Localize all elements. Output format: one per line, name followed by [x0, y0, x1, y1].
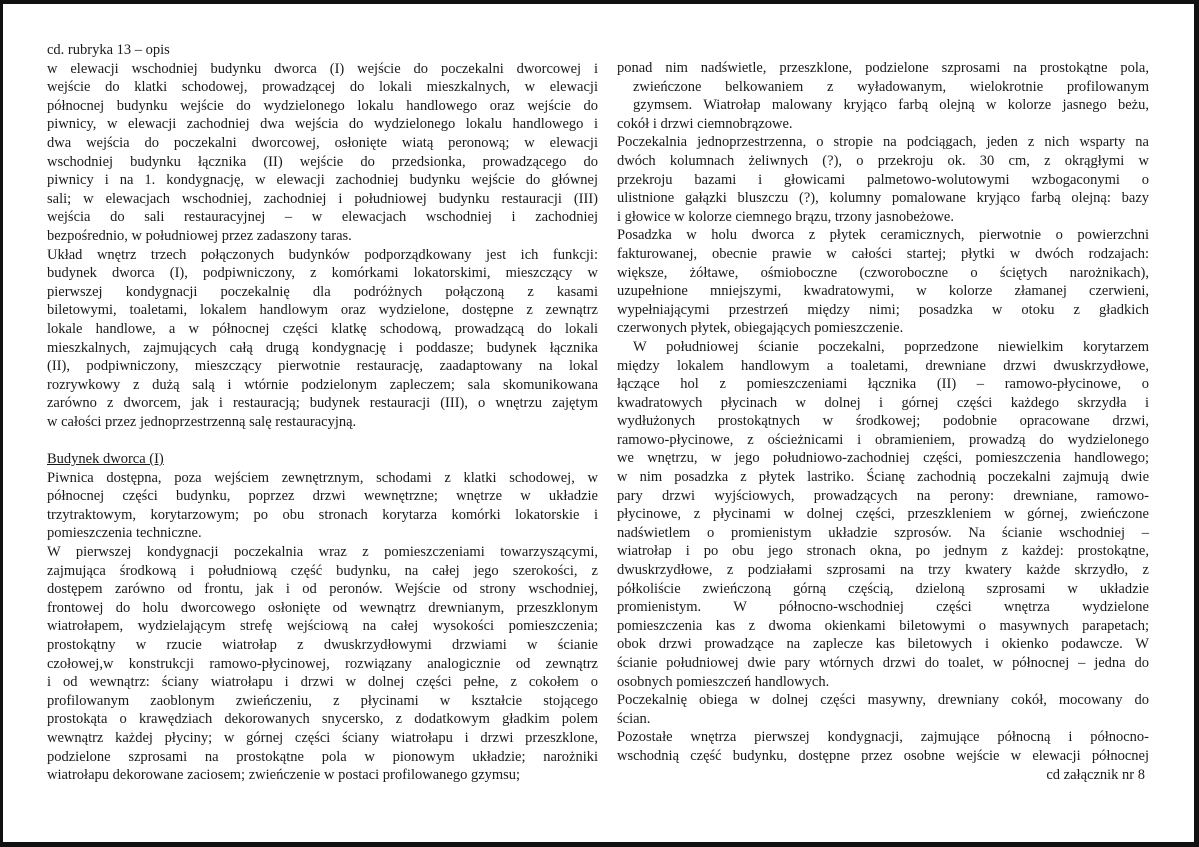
text-line: prostokąta o krawędziach dekorowanych snycersko, z dodatkowym gładkim polem	[47, 711, 598, 728]
text-line: i od wewnątrz: ściany wiatrołapu i drzwi w dolnej części pełne, z cokołem o	[47, 674, 598, 691]
text-line: zajmująca środkową i południową część budynku, na całej jego szerokości, z	[47, 562, 598, 579]
text-line: Posadzka w holu dworca z płytek ceramicznych, pierwotnie o powierzchni	[617, 227, 1149, 244]
paragraph-other-interiors	[617, 728, 1149, 765]
text-line: mieszkalnych, zajmujących całą drugą kondygnację i poddasze; budynek łącznika	[47, 339, 598, 356]
text-line: trzytraktowym, korytarzowym; po obu stronach korytarza komórki lokatorskie i	[47, 506, 598, 523]
text-line: pierwszej kondygnacji poczekalnię dla podróżnych połączoną z kasami	[47, 283, 598, 300]
text-line: północnej budynku wejście do wydzielonego lokalu handlowego oraz wejście do	[47, 97, 598, 114]
text-line: wschodnią część budynku, dostępne przez osobne wejście w elewacji północnej	[617, 747, 1149, 764]
text-line: wiatrołap i po obu jego stronach okna, po jednym z każdej: prostokątne,	[617, 543, 1149, 560]
text-line: ścianie południowej dwie pary wtórnych drzwi do toalet, w północnej – jedna do	[617, 655, 1149, 671]
text-line: pomieszczenia kas z dwoma okienkami biletowymi o masywnych parapetach;	[617, 617, 1149, 634]
text-line: pary drzwi wyjściowych, prowadzących na perony: drewniane, ramowo-	[617, 487, 1149, 504]
text-line: piwnicy i na 1. kondygnację, w elewacji zachodniej budynku wejście do głównej	[47, 172, 598, 189]
paragraph-waiting-room	[617, 133, 1149, 226]
text-line: biletowymi, toaletami, lokalem handlowym oraz wydzielone, dostępne z zewnątrz	[47, 302, 598, 319]
text-line: sali; w elewacjach wschodniej, zachodniej i południowej budynku restauracji (III)	[47, 190, 598, 207]
left-column	[47, 41, 598, 785]
text-line: osobnych pomieszczeń handlowych.	[617, 673, 830, 690]
text-line: ścian.	[617, 710, 651, 727]
text-line: między lokalem handlowym a toaletami, drewniane drzwi dwuskrzydłowe,	[617, 357, 1149, 374]
text-line: profilowanym zaoblonym zwieńczeniu, z płycinami w kształcie stojącego	[47, 692, 598, 709]
text-line: łączące hol z pomieszczeniami łącznika (II) – ramowo-płycinowe, o	[617, 376, 1149, 393]
text-line: uzupełnione mniejszymi, kwadratowymi, w kolorze złamanej czerwieni,	[617, 283, 1149, 300]
text-line: Piwnica dostępna, poza wejściem zewnętrznym, schodami z klatki schodowej, w	[47, 469, 598, 486]
text-line: promienistym. W północno-wschodniej części wnętrza wydzielone	[617, 599, 1149, 616]
right-column	[617, 59, 1149, 784]
text-line: rozrywkowy z dużą salą i wtórnie podzielonym zapleczem; sala skomunikowana	[47, 376, 598, 393]
text-line: wejścia do sali restauracyjnej – w elewacjach wschodniej i zachodniej	[47, 209, 598, 226]
text-line: pomieszczenia techniczne.	[47, 525, 202, 542]
text-line: w całości przez jednoprzestrzenną salę restauracyjną.	[47, 413, 357, 430]
paragraph-interior-layout	[47, 246, 598, 432]
text-line: wschodniej budynku łącznika (II) wejście do przedsionka, prowadzącego do	[47, 153, 598, 170]
text-line: obok drzwi prowadzące na zaplecze kas biletowych i okienko podawcze. W	[617, 636, 1149, 653]
text-line: gzymsem. Wiatrołap malowany kryjąco farbą olejną w kolorze jasnego beżu,	[633, 97, 1149, 114]
text-line: Poczekalnię obiega w dolnej części masywny, drewniany cokół, mocowany do	[617, 692, 1149, 709]
continuation-footer: cd załącznik nr 8	[1046, 766, 1145, 783]
text-line: W pierwszej kondygnacji poczekalnia wraz z pomieszczeniami towarzyszącymi,	[47, 544, 598, 561]
text-line: Poczekalnia jednoprzestrzenna, o stropie na podciągach, jeden z nich wsparty na	[617, 134, 1149, 151]
text-line: wiatrołapem, wydzielającym strefę wejściową na całej wysokości pomieszczenia;	[47, 618, 598, 635]
text-line: zarówno z dworcem, jak i restauracją; budynek restauracji (III), o wnętrzu zajętym	[47, 395, 598, 412]
text-line: ramowo-płycinowe, z ościeżnicami i obramieniem, prowadzą do wydzielonego	[617, 431, 1149, 448]
text-line: cokół i drzwi ciemnobrązowe.	[617, 115, 793, 132]
text-line: lokale handlowe, a w północnej części klatkę schodową, prowadzącą do lokali	[47, 320, 598, 337]
paragraph-plinth	[617, 691, 1149, 728]
text-line: w nim posadzka z płytek lastriko. Ścianę zachodnią poczekalni zajmują dwie	[617, 469, 1149, 486]
text-line: frontowej do holu dworcowego osłonięte od wewnątrz drewnianym, przeszklonym	[47, 599, 598, 616]
paragraph-floor	[617, 226, 1149, 338]
text-line: dwóch kolumnach żeliwnych (?), o przekroju ok. 30 cm, z okrągłymi w	[617, 152, 1149, 169]
paragraph-gap	[47, 431, 598, 450]
text-line: w elewacji wschodniej budynku dworca (I) wejście do poczekalni dworcowej i	[47, 60, 598, 77]
text-line: i głowice w kolorze ciemnego brązu, trzony jasnobeżowe.	[617, 208, 954, 225]
text-line: czerwonych płytek, obiegających pomieszczenie.	[617, 320, 904, 337]
text-line: dwuskrzydłowe, z podziałami szprosami na trzy kwatery każde skrzydło, z	[617, 562, 1149, 579]
text-line: bezpośrednio, w południowej przez zadaszony taras.	[47, 227, 352, 244]
text-line: we wnętrzu, w jego południowo-zachodniej części, pomieszczenia handlowego;	[617, 450, 1149, 467]
text-line: piwnicy, w elewacji zachodniej dwa wejścia do wydzielonego lokalu handlowego i	[47, 116, 598, 133]
continuation-header: cd. rubryka 13 – opis	[47, 42, 170, 58]
text-line: fakturowanej, obecnie prawie w całości startej; płytki w dwóch rodzajach:	[617, 245, 1149, 262]
text-line: wejście do klatki schodowej, prowadzącej do lokali mieszkalnych, w elewacji	[47, 79, 598, 96]
text-line: budynek dworca (I), podpiwniczony, z komórkami lokatorskimi, mieszczący w	[47, 265, 598, 282]
paragraph-entrances	[47, 60, 598, 246]
text-line: nadświetlem o promienistym układzie szprosów. Na ścianie wschodniej –	[617, 524, 1149, 541]
text-line: wypełniającymi przestrzeń między nimi; posadzka w otoku z gładkich	[617, 301, 1149, 318]
text-line: dostępem zarówno od frontu, jak i od peronów. Wejście od strony wschodniej,	[47, 581, 598, 598]
text-line: przekroju bazami i głowicami palmetowo-wolutowymi wzbogaconymi o	[617, 171, 1149, 188]
text-line: większe, żółtawe, ośmioboczne (czworoboczne o ściętych narożnikach),	[617, 264, 1149, 281]
text-line: ponad nim nadświetle, przeszklone, podzielone szprosami na prostokątne pola,	[617, 60, 1149, 76]
text-line: płycinowe, z płycinami w dolnej części, przeszkleniem w górnej, zwieńczone	[617, 506, 1149, 523]
paragraph-basement	[47, 469, 598, 543]
text-line: prostokątny w rzucie wiatrołap z dwuskrzydłowymi drzwiami w ścianie	[47, 637, 598, 653]
text-line: dwa wejścia do poczekalni dworcowej, osłonięte wiatą peronową; w elewacji	[47, 134, 598, 151]
paragraph-first-floor	[47, 543, 598, 785]
text-line: wydłużonych prostokątnych w środkowej; podobnie opracowane drzwi,	[617, 413, 1149, 430]
paragraph-doors	[617, 338, 1149, 691]
text-line: Układ wnętrz trzech połączonych budynków podporządkowany jest ich funkcji:	[47, 246, 598, 263]
text-line: czołowej,w konstrukcji ramowo-płycinowej, rozwiązany analogicznie od zewnątrz	[47, 655, 598, 672]
text-line: (II), podpiwniczony, mieszczący pierwotnie restaurację, zaadaptowany na lokal	[47, 358, 598, 375]
text-line: podzielone szprosami na prostokątne pola w pionowym układzie; narożniki	[47, 748, 598, 765]
text-line: wewnątrz każdej płyciny; w górnej części ściany wiatrołapu i drzwi przeszklone,	[47, 729, 598, 746]
text-line: wiatrołapu dekorowane zaciosem; zwieńczenie w postaci profilowanego gzymsu;	[47, 767, 521, 784]
paragraph-vestibule-top	[617, 59, 1149, 133]
text-line: W południowej ścianie poczekalni, poprzedzone niewielkim korytarzem	[633, 338, 1149, 355]
text-line: ulistnione gałązki bluszczu (?), kolumny pomalowane kryjąco farbą olejną: bazy	[617, 190, 1149, 207]
text-line: kwadratowych płycinach w dolnej i górnej części każdego skrzydła i	[617, 394, 1149, 411]
section-title: Budynek dworca (I)	[47, 451, 164, 468]
text-line: północnej części budynku, poprzez drzwi wewnętrzne; wnętrze w układzie	[47, 488, 598, 505]
text-line: zwieńczone belkowaniem z wyładowanym, wielokrotnie profilowanym	[633, 78, 1149, 95]
text-line: półkoliście zwieńczoną górną częścią, dzieloną szprosami w układzie	[617, 580, 1149, 597]
text-line: Pozostałe wnętrza pierwszej kondygnacji, zajmujące północną i północno-	[617, 729, 1149, 746]
